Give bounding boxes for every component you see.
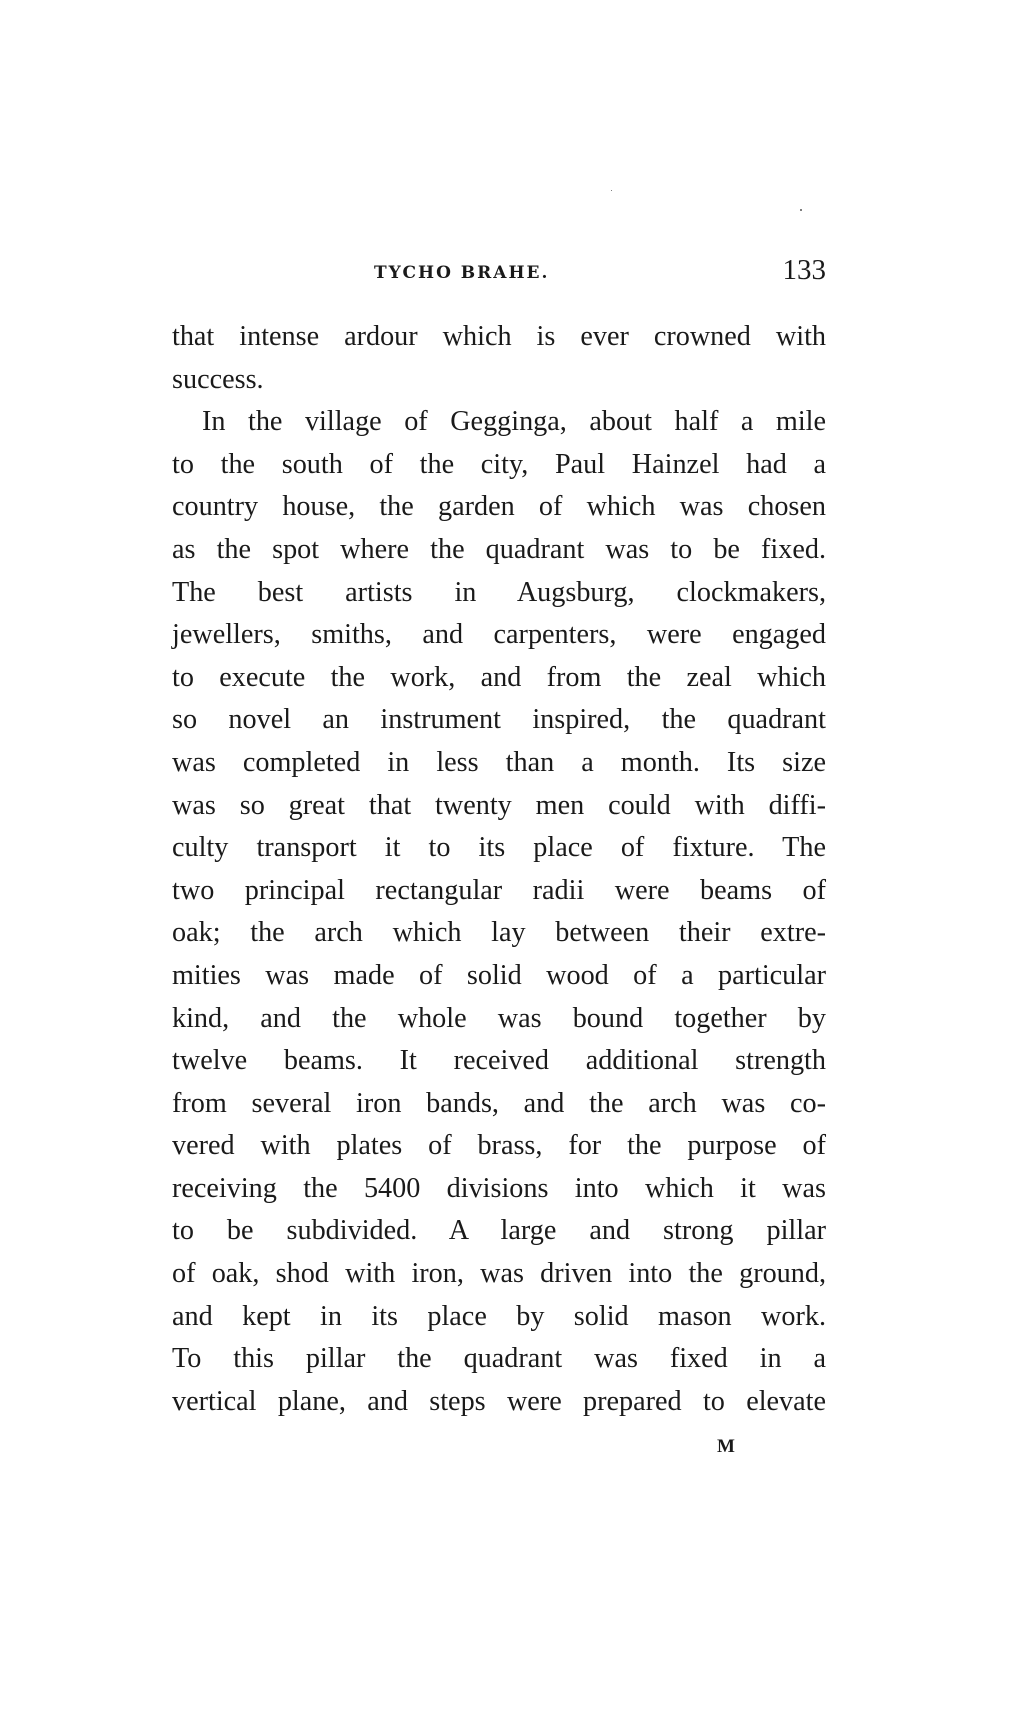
- text-line: so novel an instrument inspired, the quadrant: [172, 704, 826, 736]
- text-line: twelve beams. It received additional strength: [172, 1045, 826, 1077]
- text-line: to the south of the city, Paul Hainzel had a: [172, 448, 826, 480]
- text-line: culty transport it to its place of fixture. The: [172, 832, 826, 864]
- text-line: oak; the arch which lay between their extre-: [172, 917, 826, 949]
- text-line: and kept in its place by solid mason work.: [172, 1300, 826, 1332]
- text-line: country house, the garden of which was chosen: [172, 491, 826, 523]
- text-line: as the spot where the quadrant was to be fixed.: [172, 533, 826, 565]
- running-title: TYCHO BRAHE.: [374, 263, 550, 283]
- text-line: from several iron bands, and the arch was co-: [172, 1087, 826, 1119]
- text-line: that intense ardour which is ever crowned with: [172, 321, 826, 352]
- signature-mark: M: [717, 1436, 736, 1457]
- body-text: [172, 316, 826, 1423]
- text-line: vertical plane, and steps were prepared to elevate: [172, 1385, 826, 1417]
- text-line: kind, and the whole was bound together by: [172, 1002, 826, 1034]
- text-line: In the village of Gegginga, about half a mile: [202, 406, 826, 438]
- text-line: to be subdivided. A large and strong pillar: [172, 1215, 826, 1247]
- text-line: To this pillar the quadrant was fixed in a: [172, 1343, 826, 1375]
- text-line: to execute the work, and from the zeal which: [172, 661, 826, 693]
- text-line: vered with plates of brass, for the purpose of: [172, 1130, 826, 1162]
- running-head: [172, 254, 826, 294]
- text-line: was completed in less than a month. Its size: [172, 746, 826, 778]
- text-line: mities was made of solid wood of a particular: [172, 959, 826, 991]
- page-number: 133: [782, 254, 826, 286]
- text-line: The best artists in Augsburg, clockmakers,: [172, 576, 826, 608]
- text-line: jewellers, smiths, and carpenters, were engaged: [172, 619, 826, 651]
- text-line: of oak, shod with iron, was driven into the ground,: [172, 1258, 826, 1290]
- text-line: was so great that twenty men could with diffi-: [172, 789, 826, 821]
- text-line: success.: [172, 363, 264, 395]
- text-line: two principal rectangular radii were beams of: [172, 874, 826, 906]
- print-speck: [611, 190, 612, 191]
- print-speck: [800, 209, 802, 211]
- text-line: receiving the 5400 divisions into which it was: [172, 1172, 826, 1204]
